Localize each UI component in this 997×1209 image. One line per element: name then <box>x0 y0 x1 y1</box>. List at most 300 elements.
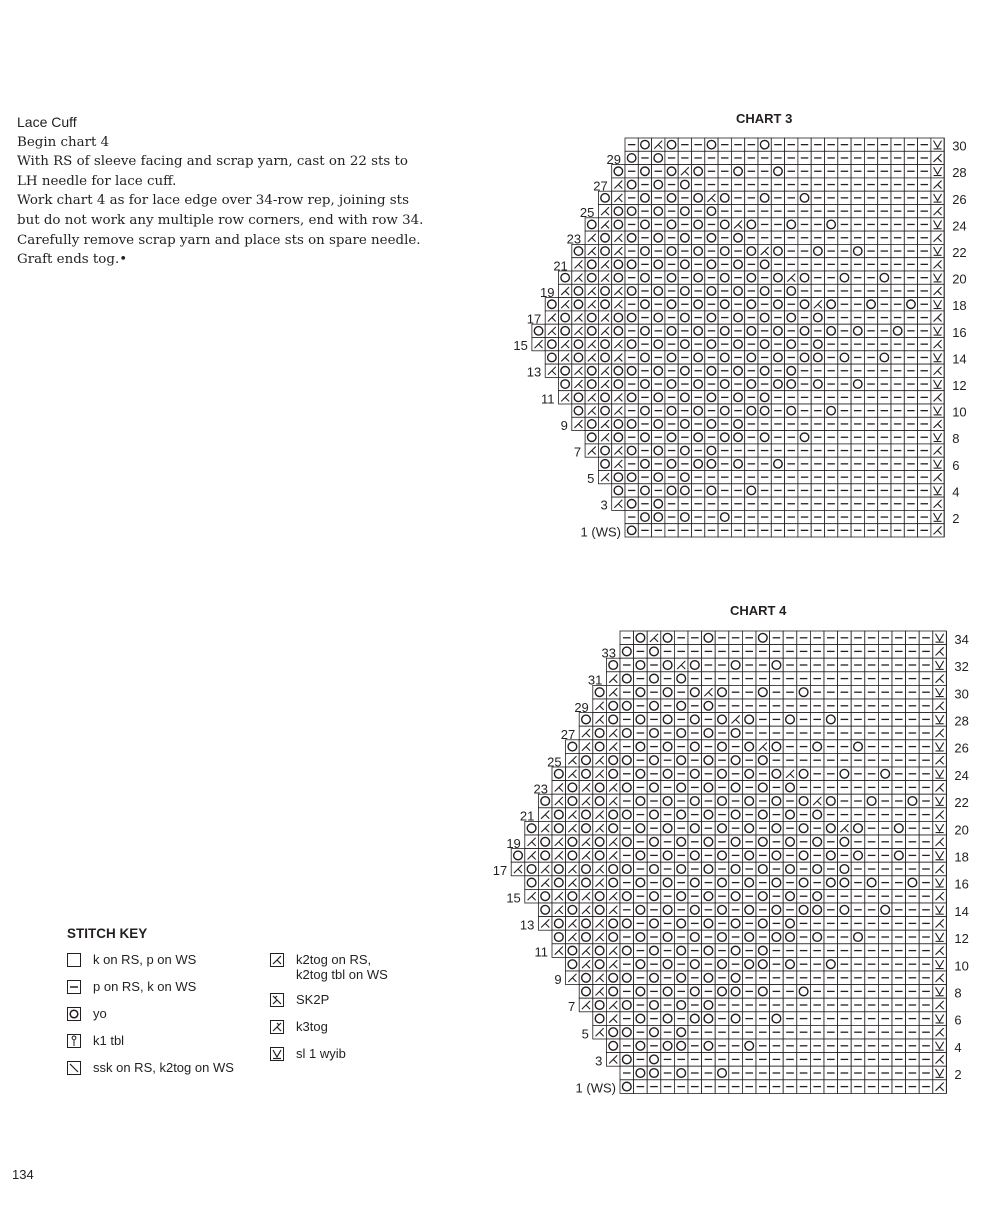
stitch-cell <box>579 876 593 890</box>
stitch-cell <box>798 178 811 191</box>
stitch-cell <box>904 338 917 351</box>
stitch-cell <box>919 645 933 659</box>
stitch-cell <box>756 685 770 699</box>
stitch-cell <box>864 191 877 204</box>
stitch-cell <box>811 205 824 218</box>
stitch-cell <box>661 957 675 971</box>
chart-row <box>538 917 946 931</box>
stitch-cell <box>715 658 729 672</box>
stitch-cell <box>865 1012 879 1026</box>
stitch-cell <box>811 484 824 497</box>
stitch-cell <box>931 497 944 510</box>
stitch-cell <box>647 794 661 808</box>
stitch-cell <box>745 231 758 244</box>
stitch-cell <box>906 903 920 917</box>
stitch-cell <box>825 298 838 311</box>
stitch-cell <box>919 1012 933 1026</box>
stitch-cell <box>742 808 756 822</box>
stitch-cell <box>892 1012 906 1026</box>
stitch-cell <box>731 377 744 390</box>
stitch-cell <box>838 364 851 377</box>
stitch-cell <box>933 917 947 931</box>
stitch-cell <box>933 821 947 835</box>
stitch-cell <box>638 218 651 231</box>
stitch-cell <box>825 138 838 151</box>
key-entry <box>270 1019 328 1034</box>
stitch-cell <box>729 889 743 903</box>
stitch-cell <box>661 944 675 958</box>
stitch-cell <box>811 244 824 257</box>
stitch-cell <box>718 271 731 284</box>
stitch-cell <box>731 364 744 377</box>
stitch-cell <box>665 284 678 297</box>
stitch-cell <box>919 713 933 727</box>
stitch-cell <box>647 835 661 849</box>
stitch-cell <box>674 957 688 971</box>
stitch-cell <box>742 903 756 917</box>
stitch-cell <box>647 658 661 672</box>
stitch-cell <box>771 178 784 191</box>
stitch-cell <box>851 138 864 151</box>
stitch-cell <box>904 271 917 284</box>
stitch-cell <box>593 957 607 971</box>
stitch-cell <box>634 876 648 890</box>
stitch-cell <box>864 364 877 377</box>
stitch-cell <box>647 1025 661 1039</box>
stitch-cell <box>892 862 906 876</box>
stitch-cell <box>572 284 585 297</box>
stitch-cell <box>878 998 892 1012</box>
chart-3-title: CHART 3 <box>736 111 793 126</box>
stitch-cell <box>678 311 691 324</box>
stitch-cell <box>620 930 634 944</box>
stitch-cell <box>742 889 756 903</box>
stitch-cell <box>566 781 580 795</box>
stitch-cell <box>892 985 906 999</box>
stitch-cell <box>931 205 944 218</box>
stitch-cell <box>638 258 651 271</box>
stitch-cell <box>718 471 731 484</box>
stitch-cell <box>906 685 920 699</box>
row-label-left: 23 <box>566 231 582 247</box>
stitch-cell <box>892 998 906 1012</box>
stitch-cell <box>552 917 566 931</box>
stitch-cell <box>838 971 852 985</box>
stitch-cell <box>933 985 947 999</box>
stitch-cell <box>811 338 824 351</box>
stitch-cell <box>647 672 661 686</box>
stitch-cell <box>688 740 702 754</box>
stitch-cell <box>906 849 920 863</box>
stitch-cell <box>892 808 906 822</box>
stitch-cell <box>647 740 661 754</box>
stitch-cell <box>933 1039 947 1053</box>
stitch-cell <box>745 497 758 510</box>
stitch-cell <box>758 298 771 311</box>
stitch-cell <box>865 645 879 659</box>
stitch-cell <box>625 165 638 178</box>
chart-row <box>620 1080 946 1094</box>
stitch-cell <box>891 298 904 311</box>
stitch-cell <box>770 753 784 767</box>
stitch-cell <box>729 917 743 931</box>
stitch-cell <box>838 284 851 297</box>
stitch-cell <box>688 685 702 699</box>
stitch-cell <box>838 191 851 204</box>
stitch-cell <box>771 138 784 151</box>
stitch-cell <box>771 284 784 297</box>
stitch-cell <box>692 338 705 351</box>
stitch-cell <box>904 404 917 417</box>
stitch-cell <box>878 835 892 849</box>
stitch-cell <box>892 889 906 903</box>
stitch-cell <box>904 457 917 470</box>
stitch-cell <box>665 391 678 404</box>
stitch-cell <box>851 1012 865 1026</box>
stitch-cell <box>715 903 729 917</box>
stitch-cell <box>783 944 797 958</box>
stitch-cell <box>745 524 758 537</box>
stitch-cell <box>606 821 620 835</box>
stitch-cell <box>838 1080 852 1094</box>
stitch-cell <box>742 740 756 754</box>
instruction-line: Carefully remove scrap yarn and place sts on spare needle. <box>17 232 421 248</box>
row-label-left: 3 <box>595 1053 603 1069</box>
stitch-cell <box>878 351 891 364</box>
stitch-cell <box>906 1080 920 1094</box>
stitch-cell <box>918 284 931 297</box>
stitch-cell <box>688 767 702 781</box>
stitch-cell <box>785 497 798 510</box>
stitch-cell <box>904 351 917 364</box>
row-label-right: 2 <box>952 511 960 527</box>
stitch-cell <box>918 471 931 484</box>
stitch-cell <box>718 351 731 364</box>
stitch-cell <box>851 271 864 284</box>
stitch-cell <box>729 1066 743 1080</box>
stitch-cell <box>638 298 651 311</box>
stitch-cell <box>770 685 784 699</box>
stitch-cell <box>620 781 634 795</box>
stitch-cell <box>647 767 661 781</box>
stitch-cell <box>770 930 784 944</box>
chart-row <box>620 1066 946 1080</box>
stitch-cell <box>864 324 877 337</box>
stitch-cell <box>638 391 651 404</box>
instruction-line: With RS of sleeve facing and scrap yarn, cast on 22 sts to <box>17 154 408 170</box>
stitch-cell <box>838 808 852 822</box>
stitch-cell <box>783 726 797 740</box>
stitch-cell <box>783 699 797 713</box>
stitch-cell <box>705 510 718 523</box>
stitch-cell <box>797 1012 811 1026</box>
row-label-right: 12 <box>954 931 969 947</box>
stitch-cell <box>625 364 638 377</box>
stitch-cell <box>797 957 811 971</box>
stitch-cell <box>811 364 824 377</box>
stitch-cell <box>702 821 716 835</box>
stitch-cell <box>864 218 877 231</box>
stitch-cell <box>634 685 648 699</box>
stitch-cell <box>810 971 824 985</box>
stitch-cell <box>906 767 920 781</box>
stitch-cell <box>705 338 718 351</box>
stitch-cell <box>933 998 947 1012</box>
chart-row <box>572 258 944 271</box>
stitch-cell <box>865 849 879 863</box>
stitch-cell <box>715 699 729 713</box>
stitch-cell <box>688 1080 702 1094</box>
stitch-cell <box>678 524 691 537</box>
row-label-left: 21 <box>519 808 535 824</box>
stitch-cell <box>798 431 811 444</box>
stitch-cell <box>904 444 917 457</box>
stitch-cell <box>665 510 678 523</box>
stitch-cell <box>933 1066 947 1080</box>
stitch-cell <box>933 767 947 781</box>
stitch-cell <box>824 781 838 795</box>
stitch-cell <box>705 258 718 271</box>
sk2p-icon <box>270 993 284 1007</box>
stitch-cell <box>878 862 892 876</box>
stitch-cell <box>891 431 904 444</box>
stitch-cell <box>559 311 572 324</box>
stitch-cell <box>538 876 552 890</box>
stitch-cell <box>810 889 824 903</box>
stitch-cell <box>742 985 756 999</box>
stitch-cell <box>745 417 758 430</box>
row-label-left: 9 <box>560 417 568 433</box>
stitch-cell <box>612 417 625 430</box>
chart-row <box>545 311 944 324</box>
stitch-cell <box>838 444 851 457</box>
stitch-cell <box>906 917 920 931</box>
stitch-cell <box>731 138 744 151</box>
stitch-cell <box>620 998 634 1012</box>
stitch-cell <box>931 364 944 377</box>
stitch-cell <box>620 713 634 727</box>
stitch-cell <box>810 631 824 645</box>
stitch-cell <box>692 138 705 151</box>
stitch-cell <box>824 971 838 985</box>
chart-row <box>612 497 945 510</box>
stitch-cell <box>702 849 716 863</box>
stitch-cell <box>729 740 743 754</box>
stitch-cell <box>678 271 691 284</box>
stitch-cell <box>612 338 625 351</box>
stitch-cell <box>864 417 877 430</box>
stitch-cell <box>824 685 838 699</box>
stitch-cell <box>865 1080 879 1094</box>
stitch-cell <box>864 138 877 151</box>
stitch-cell <box>702 876 716 890</box>
stitch-cell <box>864 151 877 164</box>
chart-3-grid <box>492 134 967 544</box>
stitch-cell <box>918 431 931 444</box>
stitch-cell <box>661 713 675 727</box>
stitch-cell <box>798 258 811 271</box>
stitch-cell <box>785 205 798 218</box>
stitch-cell <box>864 510 877 523</box>
stitch-cell <box>647 917 661 931</box>
stitch-cell <box>647 699 661 713</box>
stitch-cell <box>851 178 864 191</box>
stitch-cell <box>545 338 558 351</box>
stitch-cell <box>538 821 552 835</box>
stitch-cell <box>593 821 607 835</box>
chart-row <box>566 753 947 767</box>
row-label-right: 30 <box>952 138 967 154</box>
stitch-cell <box>825 244 838 257</box>
stitch-cell <box>810 821 824 835</box>
stitch-cell <box>865 631 879 645</box>
stitch-cell <box>606 685 620 699</box>
stitch-cell <box>906 971 920 985</box>
stitch-cell <box>864 205 877 218</box>
stitch-cell <box>742 1039 756 1053</box>
row-label-right: 4 <box>952 484 960 500</box>
stitch-cell <box>620 808 634 822</box>
stitch-cell <box>579 781 593 795</box>
stitch-cell <box>931 391 944 404</box>
stitch-cell <box>647 862 661 876</box>
stitch-cell <box>811 444 824 457</box>
stitch-cell <box>585 258 598 271</box>
stitch-cell <box>638 484 651 497</box>
stitch-cell <box>906 713 920 727</box>
stitch-cell <box>638 431 651 444</box>
stitch-cell <box>756 672 770 686</box>
stitch-cell <box>634 672 648 686</box>
stitch-cell <box>824 889 838 903</box>
stitch-cell <box>634 658 648 672</box>
stitch-cell <box>771 244 784 257</box>
stitch-cell <box>731 218 744 231</box>
stitch-cell <box>825 391 838 404</box>
stitch-cell <box>729 971 743 985</box>
stitch-cell <box>919 985 933 999</box>
stitch-cell <box>771 484 784 497</box>
stitch-cell <box>688 781 702 795</box>
stitch-cell <box>758 151 771 164</box>
stitch-cell <box>770 917 784 931</box>
stitch-cell <box>756 658 770 672</box>
stitch-cell <box>933 699 947 713</box>
stitch-cell <box>756 917 770 931</box>
stitch-cell <box>742 849 756 863</box>
stitch-cell <box>931 338 944 351</box>
stitch-cell <box>579 767 593 781</box>
stitch-cell <box>665 138 678 151</box>
stitch-key-title: STITCH KEY <box>67 926 148 941</box>
stitch-cell <box>933 672 947 686</box>
stitch-cell <box>674 849 688 863</box>
stitch-cell <box>770 658 784 672</box>
stitch-cell <box>674 1025 688 1039</box>
stitch-cell <box>851 284 864 297</box>
row-label-left: 31 <box>587 672 603 688</box>
stitch-cell <box>810 726 824 740</box>
stitch-cell <box>892 753 906 767</box>
stitch-cell <box>933 849 947 863</box>
stitch-cell <box>825 351 838 364</box>
stitch-cell <box>825 484 838 497</box>
stitch-cell <box>652 218 665 231</box>
stitch-cell <box>851 351 864 364</box>
stitch-cell <box>758 377 771 390</box>
stitch-cell <box>838 497 851 510</box>
stitch-cell <box>825 151 838 164</box>
stitch-cell <box>731 471 744 484</box>
stitch-cell <box>674 726 688 740</box>
stitch-cell <box>783 985 797 999</box>
stitch-cell <box>566 849 580 863</box>
stitch-cell <box>933 1012 947 1026</box>
stitch-cell <box>647 808 661 822</box>
stitch-cell <box>652 444 665 457</box>
stitch-cell <box>770 903 784 917</box>
stitch-cell <box>919 658 933 672</box>
stitch-cell <box>598 377 611 390</box>
stitch-cell <box>606 985 620 999</box>
stitch-cell <box>620 699 634 713</box>
row-label-left: 13 <box>519 917 535 933</box>
stitch-cell <box>838 391 851 404</box>
stitch-cell <box>731 151 744 164</box>
stitch-cell <box>878 231 891 244</box>
stitch-cell <box>598 457 611 470</box>
stitch-cell <box>625 324 638 337</box>
stitch-cell <box>652 510 665 523</box>
stitch-cell <box>593 876 607 890</box>
stitch-cell <box>688 849 702 863</box>
stitch-cell <box>634 971 648 985</box>
stitch-cell <box>729 672 743 686</box>
stitch-cell <box>864 231 877 244</box>
stitch-cell <box>838 889 852 903</box>
stitch-cell <box>756 1066 770 1080</box>
stitch-cell <box>652 351 665 364</box>
stitch-cell <box>838 484 851 497</box>
stitch-cell <box>665 417 678 430</box>
stitch-cell <box>851 917 865 931</box>
stitch-cell <box>878 794 892 808</box>
row-label-left: 27 <box>593 178 608 194</box>
stitch-cell <box>758 457 771 470</box>
stitch-cell <box>756 808 770 822</box>
stitch-cell <box>559 351 572 364</box>
stitch-cell <box>647 944 661 958</box>
stitch-cell <box>933 794 947 808</box>
row-label-right: 22 <box>952 245 967 261</box>
stitch-cell <box>865 957 879 971</box>
stitch-cell <box>674 794 688 808</box>
stitch-cell <box>620 971 634 985</box>
stitch-cell <box>661 685 675 699</box>
stitch-cell <box>647 889 661 903</box>
row-label-left: 1 (WS) <box>580 524 621 540</box>
stitch-cell <box>825 364 838 377</box>
stitch-cell <box>906 889 920 903</box>
stitch-cell <box>705 471 718 484</box>
chart-row <box>585 231 944 244</box>
stitch-cell <box>783 672 797 686</box>
stitch-cell <box>931 524 944 537</box>
stitch-cell <box>625 524 638 537</box>
stitch-cell <box>783 1080 797 1094</box>
stitch-cell <box>825 258 838 271</box>
stitch-cell <box>585 311 598 324</box>
